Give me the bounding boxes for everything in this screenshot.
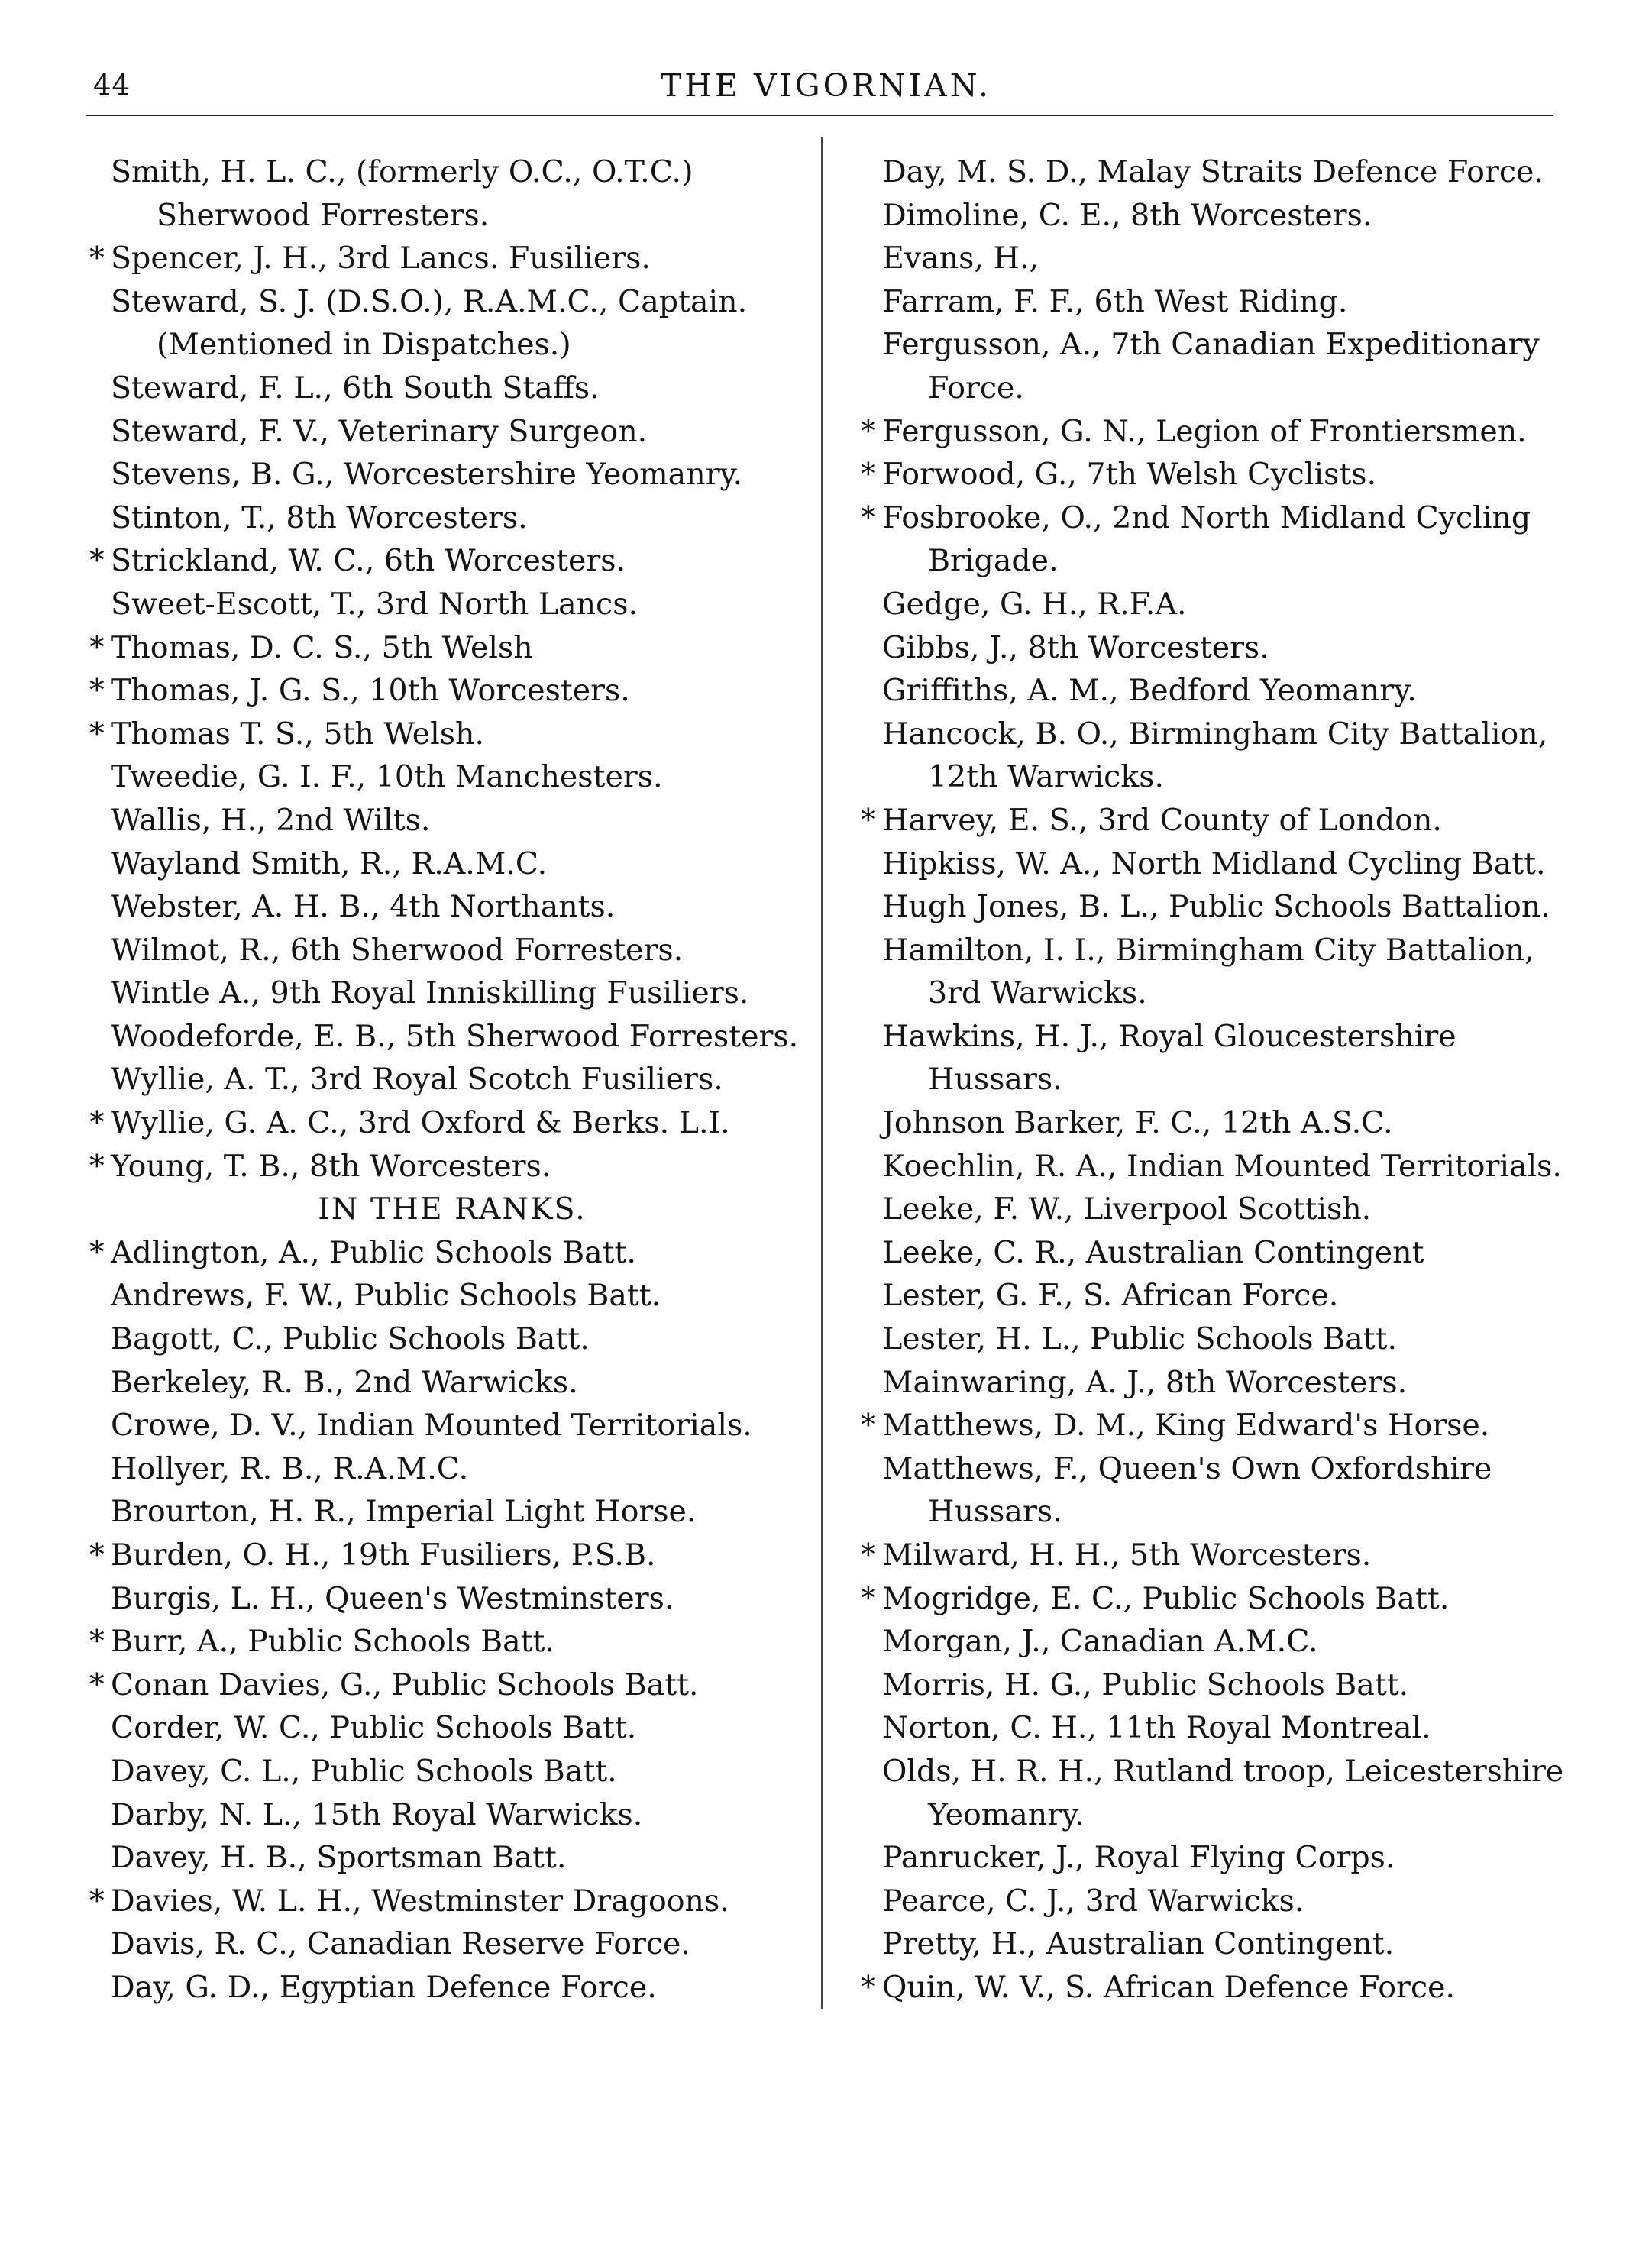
- roll-entry: [861, 1922, 1560, 1966]
- roll-entry: [861, 1145, 1560, 1188]
- roll-entry: [861, 583, 1560, 626]
- roll-entry: [861, 323, 1560, 409]
- entry-text: Matthews, F., Queen's Own Oxfordshire: [882, 1450, 1492, 1486]
- roll-entry: [861, 1188, 1560, 1231]
- roll-entry: [861, 799, 1560, 842]
- roll-entry: [89, 1793, 807, 1837]
- roll-entry: [89, 496, 807, 540]
- roll-entry: [89, 755, 807, 799]
- roll-entry: [89, 1101, 807, 1145]
- entry-text: Andrews, F. W., Public Schools Batt.: [111, 1278, 661, 1314]
- entry-text: Norton, C. H., 11th Royal Montreal.: [882, 1710, 1431, 1746]
- roll-entry: [861, 1361, 1560, 1405]
- entry-continuation: Hussars.: [928, 1062, 1062, 1098]
- roll-entry: [861, 626, 1560, 670]
- enlisted-marker: *: [89, 1234, 105, 1270]
- entry-text: Mogridge, E. C., Public Schools Batt.: [882, 1580, 1450, 1616]
- entry-text: Fergusson, G. N., Legion of Frontiersmen.: [882, 413, 1527, 449]
- header-rule: [86, 115, 1553, 116]
- entry-text: Hancock, B. O., Birmingham City Battalion,: [882, 716, 1548, 752]
- roll-entry: [861, 929, 1560, 1015]
- entry-text: Mainwaring, A. J., 8th Worcesters.: [882, 1364, 1408, 1400]
- enlisted-marker: *: [89, 1667, 105, 1702]
- entry-text: Burgis, L. H., Queen's Westminsters.: [111, 1580, 674, 1616]
- roll-entry: [89, 626, 807, 670]
- entry-continuation: (Mentioned in Dispatches.): [157, 327, 571, 363]
- entry-text: Wyllie, G. A. C., 3rd Oxford & Berks. L.I.: [111, 1105, 730, 1141]
- entry-text: Forwood, G., 7th Welsh Cyclists.: [882, 457, 1377, 493]
- roll-entry: [89, 583, 807, 626]
- roll-entry: [89, 885, 807, 929]
- entry-text: Griffiths, A. M., Bedford Yeomanry.: [882, 673, 1417, 709]
- entry-text: Thomas, J. G. S., 10th Worcesters.: [111, 673, 630, 709]
- roll-entry: [89, 1750, 807, 1793]
- roll-entry: [89, 1361, 807, 1405]
- entry-text: Koechlin, R. A., Indian Mounted Territorials.: [882, 1148, 1562, 1184]
- roll-entry: [89, 1447, 807, 1491]
- enlisted-marker: *: [89, 673, 105, 709]
- entry-continuation: 12th Warwicks.: [928, 759, 1165, 795]
- entry-text: Day, M. S. D., Malay Straits Defence Force.: [882, 154, 1544, 189]
- roll-entry: [861, 1620, 1560, 1664]
- roll-entry: [89, 367, 807, 410]
- entry-text: Morris, H. G., Public Schools Batt.: [882, 1667, 1409, 1702]
- roll-entry: [89, 713, 807, 756]
- roll-entry: [89, 1318, 807, 1361]
- entry-text: Burden, O. H., 19th Fusiliers, P.S.B.: [111, 1537, 656, 1573]
- enlisted-marker: *: [861, 802, 876, 838]
- roll-entry: [861, 1836, 1560, 1880]
- left-column: [89, 150, 807, 2010]
- roll-entry: [89, 1015, 807, 1059]
- roll-entry: [89, 1145, 807, 1188]
- entry-text: Davis, R. C., Canadian Reserve Force.: [111, 1926, 690, 1962]
- roll-entry: [89, 1534, 807, 1577]
- left-entries-before: [89, 150, 807, 1188]
- right-entries: [861, 150, 1564, 2010]
- entry-text: Tweedie, G. I. F., 10th Manchesters.: [111, 759, 663, 795]
- roll-entry: [861, 1015, 1560, 1101]
- entry-text: Hugh Jones, B. L., Public Schools Battalion.: [882, 889, 1550, 925]
- entry-text: Gedge, G. H., R.F.A.: [882, 586, 1187, 622]
- entry-text: Bagott, C., Public Schools Batt.: [111, 1321, 590, 1357]
- enlisted-marker: *: [861, 1408, 876, 1444]
- roll-entry: [89, 1231, 807, 1275]
- roll-entry: [861, 410, 1560, 454]
- enlisted-marker: *: [861, 500, 876, 535]
- entry-text: Davey, H. B., Sportsman Batt.: [111, 1840, 567, 1876]
- entry-text: Pearce, C. J., 3rd Warwicks.: [882, 1883, 1304, 1919]
- enlisted-marker: *: [861, 1969, 876, 2005]
- entry-text: Wyllie, A. T., 3rd Royal Scotch Fusiliers.: [111, 1062, 723, 1098]
- roll-entry: [861, 713, 1560, 799]
- entry-text: Stinton, T., 8th Worcesters.: [111, 500, 528, 535]
- entry-text: Conan Davies, G., Public Schools Batt.: [111, 1667, 699, 1702]
- roll-entry: [861, 150, 1560, 194]
- roll-entry: [89, 669, 807, 713]
- entry-text: Pretty, H., Australian Contingent.: [882, 1926, 1395, 1962]
- page-number: 44: [93, 69, 131, 102]
- enlisted-marker: *: [861, 457, 876, 493]
- entry-continuation: Hussars.: [928, 1494, 1062, 1530]
- enlisted-marker: *: [89, 1105, 105, 1141]
- roll-entry: [861, 237, 1560, 280]
- entry-text: Brourton, H. R., Imperial Light Horse.: [111, 1494, 697, 1530]
- roll-entry: [861, 496, 1560, 583]
- roll-entry: [861, 1880, 1560, 1923]
- entry-text: Wilmot, R., 6th Sherwood Forresters.: [111, 932, 684, 968]
- entry-text: Hawkins, H. J., Royal Gloucestershire: [882, 1018, 1456, 1054]
- entry-text: Olds, H. R. H., Rutland troop, Leicestershire: [882, 1753, 1564, 1789]
- entry-text: Berkeley, R. B., 2nd Warwicks.: [111, 1364, 578, 1400]
- roll-entry: [89, 1706, 807, 1750]
- roll-entry: [861, 1447, 1560, 1534]
- entry-text: Johnson Barker, F. C., 12th A.S.C.: [882, 1105, 1393, 1141]
- roll-entry: [89, 842, 807, 886]
- roll-entry: [89, 280, 807, 367]
- roll-entry: [861, 1231, 1560, 1275]
- entry-text: Webster, A. H. B., 4th Northants.: [111, 889, 616, 925]
- section-heading: IN THE RANKS.: [318, 1192, 587, 1227]
- entry-text: Corder, W. C., Public Schools Batt.: [111, 1710, 637, 1746]
- entry-text: Darby, N. L., 15th Royal Warwicks.: [111, 1796, 643, 1832]
- entry-text: Wallis, H., 2nd Wilts.: [111, 802, 431, 838]
- entry-text: Lester, G. F., S. African Force.: [882, 1278, 1339, 1314]
- roll-entry: [861, 1706, 1560, 1750]
- entry-text: Young, T. B., 8th Worcesters.: [111, 1148, 551, 1184]
- roll-entry: [861, 669, 1560, 713]
- entry-text: Steward, S. J. (D.S.O.), R.A.M.C., Captain.: [111, 283, 748, 319]
- entry-text: Stevens, B. G., Worcestershire Yeomanry.: [111, 457, 743, 493]
- roll-entry: [89, 1836, 807, 1880]
- enlisted-marker: *: [89, 716, 105, 752]
- entry-text: Fosbrooke, O., 2nd North Midland Cycling: [882, 500, 1531, 535]
- right-column: [861, 150, 1564, 2010]
- entry-text: Leeke, F. W., Liverpool Scottish.: [882, 1192, 1372, 1227]
- roll-entry: [89, 1880, 807, 1923]
- entry-text: Wayland Smith, R., R.A.M.C.: [111, 846, 548, 881]
- roll-entry: [89, 453, 807, 496]
- entry-text: Burr, A., Public Schools Batt.: [111, 1624, 554, 1660]
- enlisted-marker: *: [89, 543, 105, 579]
- entry-text: Davey, C. L., Public Schools Batt.: [111, 1753, 617, 1789]
- entry-text: Hipkiss, W. A., North Midland Cycling Batt.: [882, 846, 1546, 881]
- entry-continuation: Brigade.: [928, 543, 1059, 579]
- roll-entry: [89, 1922, 807, 1966]
- entry-text: Woodeforde, E. B., 5th Sherwood Forresters.: [111, 1018, 799, 1054]
- roll-entry: [861, 842, 1560, 886]
- roll-entry: [861, 1274, 1560, 1318]
- entry-text: Leeke, C. R., Australian Contingent: [882, 1234, 1424, 1270]
- entry-text: Strickland, W. C., 6th Worcesters.: [111, 543, 626, 579]
- enlisted-marker: *: [89, 241, 105, 276]
- roll-entry: [861, 1750, 1564, 1836]
- entry-text: Fergusson, A., 7th Canadian Expeditionary: [882, 327, 1540, 363]
- roll-entry: [89, 929, 807, 972]
- roll-entry: [89, 1490, 807, 1534]
- entry-text: Sweet-Escott, T., 3rd North Lancs.: [111, 586, 638, 622]
- enlisted-marker: *: [861, 1580, 876, 1616]
- entry-text: Milward, H. H., 5th Worcesters.: [882, 1537, 1372, 1573]
- enlisted-marker: *: [861, 1537, 876, 1573]
- entry-text: Day, G. D., Egyptian Defence Force.: [111, 1969, 657, 2005]
- entry-text: Crowe, D. V., Indian Mounted Territorials.: [111, 1408, 752, 1444]
- roll-entry: [861, 1577, 1560, 1621]
- entry-continuation: Sherwood Forresters.: [157, 197, 490, 233]
- entry-text: Davies, W. L. H., Westminster Dragoons.: [111, 1883, 729, 1919]
- roll-entry: [861, 1664, 1560, 1707]
- roll-entry: [89, 972, 807, 1015]
- roll-entry: [89, 1664, 807, 1707]
- entry-text: Lester, H. L., Public Schools Batt.: [882, 1321, 1398, 1357]
- entry-text: Smith, H. L. C., (formerly O.C., O.T.C.): [111, 154, 693, 189]
- roll-entry: [89, 539, 807, 583]
- entry-text: Hollyer, R. B., R.A.M.C.: [111, 1450, 469, 1486]
- entry-text: Steward, F. V., Veterinary Surgeon.: [111, 413, 648, 449]
- roll-entry: [89, 1404, 807, 1447]
- entry-text: Dimoline, C. E., 8th Worcesters.: [882, 197, 1372, 233]
- entry-text: Panrucker, J., Royal Flying Corps.: [882, 1840, 1395, 1876]
- entry-text: Thomas T. S., 5th Welsh.: [111, 716, 485, 752]
- roll-entry: [861, 1318, 1560, 1361]
- entry-text: Farram, F. F., 6th West Riding.: [882, 283, 1348, 319]
- roll-entry: [89, 1620, 807, 1664]
- roll-entry: [861, 1534, 1560, 1577]
- roll-entry: [89, 237, 807, 280]
- roll-entry: [89, 1966, 807, 2010]
- entry-text: Spencer, J. H., 3rd Lancs. Fusiliers.: [111, 241, 651, 276]
- entry-continuation: 3rd Warwicks.: [928, 975, 1147, 1011]
- entry-continuation: Yeomanry.: [928, 1796, 1085, 1832]
- roll-entry: [861, 194, 1560, 238]
- entry-text: Harvey, E. S., 3rd County of London.: [882, 802, 1442, 838]
- roll-entry: [89, 1274, 807, 1318]
- enlisted-marker: *: [89, 1883, 105, 1919]
- roll-entry: [89, 1058, 807, 1101]
- roll-entry: [89, 799, 807, 842]
- entry-text: Matthews, D. M., King Edward's Horse.: [882, 1408, 1490, 1444]
- enlisted-marker: *: [89, 1624, 105, 1660]
- enlisted-marker: *: [89, 1148, 105, 1184]
- entry-text: Quin, W. V., S. African Defence Force.: [882, 1969, 1455, 2005]
- roll-entry: [89, 1577, 807, 1621]
- roll-entry: [861, 1966, 1560, 2010]
- entry-continuation: Force.: [928, 370, 1024, 406]
- left-entries-after: [89, 1231, 807, 2010]
- roll-entry: [861, 1404, 1560, 1447]
- column-divider: [821, 137, 823, 2009]
- entry-text: Hamilton, I. I., Birmingham City Battalion,: [882, 932, 1534, 968]
- enlisted-marker: *: [861, 413, 876, 449]
- entry-text: Thomas, D. C. S., 5th Welsh: [111, 629, 533, 665]
- roll-entry: [89, 150, 807, 237]
- entry-text: Gibbs, J., 8th Worcesters.: [882, 629, 1269, 665]
- roll-entry: [89, 410, 807, 454]
- entry-text: Morgan, J., Canadian A.M.C.: [882, 1624, 1318, 1660]
- enlisted-marker: *: [89, 1537, 105, 1573]
- roll-entry: [861, 280, 1560, 324]
- enlisted-marker: *: [89, 629, 105, 665]
- entry-text: Steward, F. L., 6th South Staffs.: [111, 370, 600, 406]
- roll-entry: [861, 1101, 1560, 1145]
- roll-entry: [861, 453, 1560, 496]
- entry-text: Wintle A., 9th Royal Inniskilling Fusiliers.: [111, 975, 749, 1011]
- entry-text: Evans, H.,: [882, 241, 1039, 276]
- entry-text: Adlington, A., Public Schools Batt.: [111, 1234, 636, 1270]
- roll-entry: [861, 885, 1560, 929]
- running-title: THE VIGORNIAN.: [660, 67, 992, 104]
